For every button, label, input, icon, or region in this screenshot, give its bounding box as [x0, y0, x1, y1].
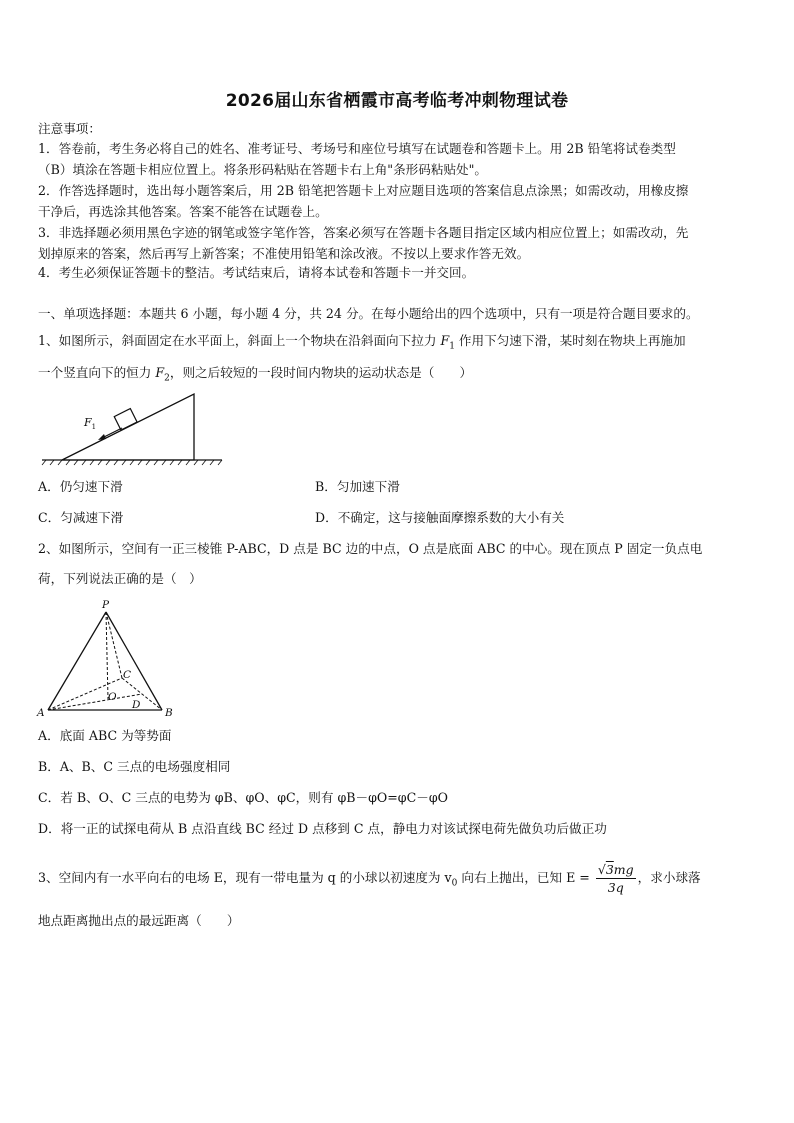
q3-v0-subscript: 0 — [451, 878, 458, 889]
notice-line-2: （B）填涂在答题卡相应位置上。将条形码粘贴在答题卡右上角"条形码粘贴处"。 — [38, 162, 488, 177]
segment-ad — [48, 694, 142, 710]
section-heading: 一、单项选择题：本题共 6 小题，每小题 4 分，共 24 分。在每小题给出的四个选项中，只有一项是符合题目要求的。 — [38, 306, 699, 321]
question-3-text-line-1 — [38, 858, 758, 898]
q2-option-b: B．A、B、C 三点的电场强度相同 — [38, 759, 231, 774]
q3-frac-num: mg — [613, 862, 634, 877]
edge-pc — [106, 612, 122, 678]
label-o: O — [108, 691, 117, 703]
q3-frac-den: 3q — [607, 880, 624, 895]
question-3-text-line-2: 地点距离抛出点的最远距离（ ） — [38, 913, 240, 928]
q1-text-c: 一个竖直向下的恒力 — [38, 365, 156, 380]
pyramid-figure — [36, 596, 182, 720]
block — [114, 409, 137, 430]
label-p: P — [102, 599, 110, 611]
q1-option-c: C．匀减速下滑 — [38, 510, 124, 525]
q1-text-a: 1、如图所示，斜面固定在水平面上，斜面上一个物块在沿斜面向下拉力 — [38, 333, 441, 348]
q1-F2-subscript: 2 — [164, 373, 170, 384]
exam-title: 2026届山东省栖霞市高考临考冲刺物理试卷 — [225, 91, 569, 111]
ground-hatching — [42, 460, 222, 465]
force-arrowhead — [98, 434, 106, 440]
q3-text-c: ，求小球落 — [637, 870, 701, 885]
notice-line-4: 干净后，再选涂其他答案。答案不能答在试题卷上。 — [38, 204, 328, 219]
q1-option-a: A．仍匀速下滑 — [38, 479, 123, 494]
question-2-text-line-2: 荷，下列说法正确的是（ ） — [38, 571, 202, 586]
question-1-text-line-2 — [38, 364, 758, 388]
incline-figure — [38, 388, 228, 468]
q1-option-b: B．匀加速下滑 — [315, 479, 400, 494]
q3-fraction: $\frac{√3mg}{3q}$ — [597, 862, 634, 895]
notice-line-5: 3．非选择题必须用黑色字迹的钢笔或签字笔作答，答案必须写在答题卡各题目指定区域内相应位置上；如需改动，先 — [38, 225, 689, 240]
label-d: D — [132, 699, 141, 711]
notice-line-1: 1．答卷前，考生务必将自己的姓名、准考证号、考场号和座位号填写在试题卷和答题卡上。用 2B 铅笔将试卷类型 — [38, 141, 676, 156]
f1-label: $F_1$ — [84, 416, 97, 431]
q2-option-d: D．将一正的试探电荷从 B 点沿直线 BC 经过 D 点移到 C 点，静电力对该试探电荷先做负功后做正功 — [38, 821, 607, 836]
label-b: B — [165, 707, 173, 719]
label-c: C — [123, 669, 132, 681]
q1-F2-symbol: F — [155, 365, 165, 380]
notice-line-3: 2．作答选择题时，选出每小题答案后，用 2B 铅笔把答题卡上对应题目选项的答案信息点涂黑；如需改动，用橡皮擦 — [38, 183, 689, 198]
segment-po — [106, 612, 108, 699]
q1-F1-subscript: 1 — [449, 341, 455, 352]
q2-option-c: C．若 B、O、C 三点的电势为 φB、φO、φC，则有 φB－φO=φC－φO — [38, 790, 448, 805]
q1-F1-symbol: F — [440, 333, 450, 348]
q3-frac-sqrt: 3 — [605, 862, 614, 877]
question-2-text-line-1: 2、如图所示，空间有一正三棱锥 P-ABC，D 点是 BC 边的中点，O 点是底面 ABC 的中心。现在顶点 P 固定一负点电 — [38, 541, 703, 556]
q1-text-b: 作用下匀速下滑，某时刻在物块上再施加 — [454, 333, 686, 348]
q3-text-b: 向右上抛出，已知 E = — [457, 870, 594, 885]
notice-line-7: 4．考生必须保证答题卡的整洁。考试结束后，请将本试卷和答题卡一并交回。 — [38, 265, 475, 280]
notice-line-6: 划掉原来的答案，然后再写上新答案；不准使用铅笔和涂改液。不按以上要求作答无效。 — [38, 246, 530, 261]
q2-option-a: A．底面 ABC 为等势面 — [38, 728, 172, 743]
question-1-text-line-1 — [38, 332, 758, 356]
label-a: A — [37, 707, 45, 719]
q1-text-d: ，则之后较短的一段时间内物块的运动状态是（ ） — [169, 365, 473, 380]
notice-heading: 注意事项： — [38, 121, 101, 136]
q1-option-d: D．不确定，这与接触面摩擦系数的大小有关 — [315, 510, 565, 525]
edge-pa — [48, 612, 106, 710]
q3-text-a: 3、空间内有一水平向右的电场 E，现有一带电量为 q 的小球以初速度为 v — [38, 870, 452, 885]
